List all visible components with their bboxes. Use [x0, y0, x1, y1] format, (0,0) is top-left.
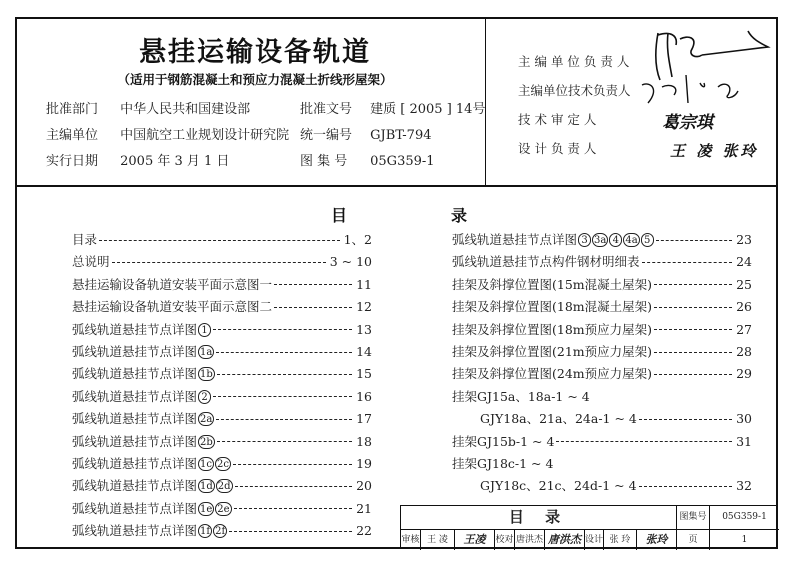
detail-callout-circle: 3a	[594, 235, 607, 246]
detail-callout-circle: 1a	[200, 347, 213, 358]
detail-callout-circle: 2	[198, 390, 211, 404]
detail-callout-circle: 1b	[200, 369, 213, 381]
toc-heading-left: 目	[331, 206, 348, 225]
detail-callout-circle: 1f	[200, 526, 211, 538]
toc-entry-title: 挂架及斜撑位置图(15m混凝土屋架)	[452, 276, 653, 292]
role-chief-unit-tech-head: 主编单位技术负责人	[518, 83, 631, 98]
meta-value: 05G359-1	[370, 154, 435, 169]
leader-dashes	[642, 262, 733, 263]
toc-entry-page: 26	[736, 299, 752, 315]
toc-entry-title: 弧线轨道悬挂节点详图	[72, 478, 198, 494]
title-block-reviewer-label: 审核	[401, 529, 420, 550]
leader-dashes	[654, 307, 732, 308]
title-block-page-no: 1	[709, 529, 779, 550]
detail-callout-circle: 2a	[200, 414, 213, 426]
title-block-designer: 张 玲	[603, 529, 636, 550]
meta-value: 中国航空工业规划设计研究院	[120, 128, 290, 143]
toc-entry-page: 17	[356, 411, 372, 427]
detail-callout-circle: 1c	[200, 459, 212, 470]
detail-callout-circle: 1	[198, 323, 211, 337]
leader-dashes	[639, 419, 732, 420]
toc-entry	[72, 363, 372, 385]
leader-dashes	[656, 240, 732, 241]
title-block-drawing-title: 目 录	[508, 508, 569, 526]
leader-dashes	[274, 284, 352, 285]
toc-entry-page: 27	[736, 321, 752, 337]
toc-entry-page: 22	[356, 523, 372, 539]
leader-dashes	[235, 486, 353, 487]
meta-value: 中华人民共和国建设部	[120, 102, 251, 117]
toc-entry-title: 总说明	[72, 254, 110, 270]
toc-entry-page: 31	[736, 433, 752, 449]
meta-label: 批准文号	[300, 102, 353, 117]
toc-entry-title: 目录	[72, 232, 98, 247]
leader-dashes	[213, 396, 352, 397]
toc-entry	[72, 520, 372, 542]
title-block-reviewer-signature: 王凌	[454, 529, 494, 550]
toc-entry	[72, 431, 372, 453]
toc-entry-title: 挂架及斜撑位置图(18m预应力屋架)	[452, 321, 653, 337]
toc-entry-title: GJY18c、21c、24d-1 ~ 4	[480, 478, 637, 494]
toc-entry	[72, 475, 372, 497]
toc-entry-title: 弧线轨道悬挂节点详图	[72, 433, 198, 449]
toc-entry-title: 弧线轨道悬挂节点详图	[72, 366, 198, 382]
toc-entry	[72, 341, 372, 363]
toc-entry-page: 19	[356, 456, 372, 471]
leader-dashes	[556, 441, 732, 442]
title-block	[400, 505, 778, 549]
toc-entry	[480, 475, 752, 497]
detail-callout-circle: 2f	[215, 526, 226, 538]
detail-callout-circle: 1d	[200, 481, 213, 493]
toc-entry	[452, 251, 752, 273]
leader-dashes	[654, 284, 732, 285]
role-chief-unit-head: 主 编 单 位 负 责 人	[518, 54, 630, 69]
leader-dashes	[639, 486, 733, 487]
meta-value: 2005 年 3 月 1 日	[120, 154, 230, 169]
toc-entry-title: 悬挂运输设备轨道安装平面示意图一	[72, 276, 273, 292]
toc-entry-title: 弧线轨道悬挂节点详图	[72, 388, 198, 404]
toc-entry-title: GJY18a、21a、24a-1 ~ 4	[480, 411, 637, 427]
signature-design-lead: 王 凌 张玲	[670, 142, 759, 160]
toc-entry-title: 挂架及斜撑位置图(18m混凝土屋架)	[452, 299, 653, 315]
meta-label: 批准部门	[46, 102, 99, 117]
toc-entry-title: 挂架GJ15a、18a-1 ~ 4	[452, 388, 590, 404]
toc-entry-page: 29	[736, 366, 752, 382]
toc-entry	[72, 453, 372, 475]
meta-effective-date	[46, 150, 229, 169]
meta-label: 图 集 号	[300, 154, 348, 169]
leader-dashes	[213, 329, 352, 330]
toc-entry-title: 挂架GJ15b-1 ~ 4	[452, 433, 555, 449]
meta-value: GJBT-794	[370, 128, 432, 143]
leader-dashes	[234, 508, 353, 509]
title-block-checker-label: 校对	[494, 529, 514, 550]
toc-entry-page: 18	[356, 433, 372, 449]
header-divider	[15, 185, 778, 187]
detail-callout-circle: 2c	[216, 459, 229, 470]
title-block-designer-signature: 张玲	[636, 529, 676, 550]
toc-entry-title: 弧线轨道悬挂节点构件钢材明细表	[452, 254, 640, 270]
title-block-atlas-label: 图集号	[676, 506, 709, 529]
toc-entry-title: 挂架及斜撑位置图(24m预应力屋架)	[452, 366, 653, 382]
detail-callout-circle: 4a	[625, 235, 638, 246]
leader-dashes	[216, 352, 352, 353]
toc-entry-title: 弧线轨道悬挂节点详图	[72, 344, 198, 359]
toc-entry-title: 挂架GJ18c-1 ~ 4	[452, 456, 554, 471]
toc-entry	[72, 319, 372, 341]
leader-dashes	[654, 352, 732, 353]
title-block-checker: 唐洪杰	[514, 529, 544, 550]
meta-approval-dept	[46, 98, 250, 117]
role-technical-approver: 技 术 审 定 人	[518, 112, 597, 127]
meta-value: 建质 [ 2005 ] 14号	[370, 102, 486, 117]
toc-entry-page: 15	[356, 366, 372, 382]
toc-entry-page: 25	[736, 276, 752, 292]
toc-entry-page: 21	[356, 500, 372, 516]
title-block-checker-signature: 唐洪杰	[544, 529, 584, 550]
detail-callout-circle: 1e	[200, 503, 213, 515]
toc-entry	[452, 341, 752, 363]
toc-entry-title: 弧线轨道悬挂节点详图	[72, 456, 198, 471]
toc-entry-page: 11	[356, 276, 372, 292]
leader-dashes	[274, 307, 352, 308]
toc-heading-right: 录	[451, 206, 468, 225]
toc-entry-page: 23	[736, 232, 752, 247]
document-subtitle: （适用于钢筋混凝土和预应力混凝土折线形屋架）	[117, 72, 393, 87]
leader-dashes	[654, 329, 732, 330]
leader-dashes	[217, 374, 352, 375]
toc-entry-page: 28	[736, 344, 752, 359]
detail-callout-circle: 3	[578, 233, 591, 247]
toc-entry-title: 悬挂运输设备轨道安装平面示意图二	[72, 299, 273, 315]
toc-entry-page: 12	[356, 299, 372, 315]
leader-dashes	[229, 531, 352, 532]
toc-entry-title: 弧线轨道悬挂节点详图	[72, 500, 198, 516]
toc-entry	[452, 386, 752, 408]
toc-entry-page: 14	[356, 344, 372, 359]
toc-entry-page: 32	[736, 478, 752, 494]
toc-entry-title: 弧线轨道悬挂节点详图	[72, 321, 198, 337]
detail-callout-circle: 4	[609, 233, 622, 247]
toc-entry	[452, 363, 752, 385]
detail-callout-circle: 5	[641, 233, 654, 247]
toc-entry	[480, 408, 752, 430]
toc-entry-title: 弧线轨道悬挂节点详图	[72, 411, 198, 427]
toc-entry-page: 30	[736, 411, 752, 427]
leader-dashes	[112, 262, 326, 263]
title-block-designer-label: 设计	[584, 529, 603, 550]
toc-entry	[452, 319, 752, 341]
meta-chief-editor-unit	[46, 124, 289, 143]
meta-approval-doc-no	[300, 98, 485, 117]
toc-entry	[452, 229, 752, 251]
toc-entry-title: 弧线轨道悬挂节点详图	[72, 523, 198, 539]
toc-entry-page: 16	[356, 388, 372, 404]
meta-unified-no	[300, 124, 432, 143]
detail-callout-circle: 2d	[217, 481, 231, 493]
toc-entry	[72, 296, 372, 318]
signature-technical-approver: 葛宗琪	[662, 113, 713, 133]
toc-entry-page: 1、2	[343, 232, 372, 247]
signature-scribble-icon	[640, 25, 780, 115]
title-block-page-label: 页	[676, 529, 709, 550]
document-title: 悬挂运输设备轨道	[139, 37, 371, 68]
role-design-lead: 设 计 负 责 人	[518, 141, 597, 156]
toc-entry-page: 24	[736, 254, 752, 270]
toc-entry	[72, 498, 372, 520]
toc-entry	[452, 296, 752, 318]
leader-dashes	[233, 464, 352, 465]
meta-atlas-no	[300, 150, 435, 169]
toc-entry-page: 20	[356, 478, 372, 494]
meta-label: 实行日期	[46, 154, 99, 169]
toc-entry	[452, 274, 752, 296]
leader-dashes	[216, 419, 352, 420]
toc-entry	[72, 229, 372, 251]
leader-dashes	[217, 441, 352, 442]
toc-entry	[72, 274, 372, 296]
toc-entry	[72, 408, 372, 430]
leader-dashes	[99, 240, 340, 241]
meta-label: 主编单位	[46, 128, 99, 143]
toc-entry	[72, 386, 372, 408]
leader-dashes	[654, 374, 732, 375]
toc-entry	[452, 453, 752, 475]
meta-label: 统一编号	[300, 128, 353, 143]
toc-entry-title: 弧线轨道悬挂节点详图	[452, 232, 578, 247]
detail-callout-circle: 2e	[217, 503, 230, 515]
toc-entry-title: 挂架及斜撑位置图(21m预应力屋架)	[452, 344, 653, 359]
title-block-atlas-no: 05G359-1	[709, 506, 779, 529]
title-block-reviewer: 王 凌	[420, 529, 454, 550]
toc-entry-page: 13	[356, 321, 372, 337]
toc-entry-page: 3 ~ 10	[329, 254, 372, 270]
toc-entry	[452, 431, 752, 453]
detail-callout-circle: 2b	[200, 436, 213, 448]
toc-entry	[72, 251, 372, 273]
